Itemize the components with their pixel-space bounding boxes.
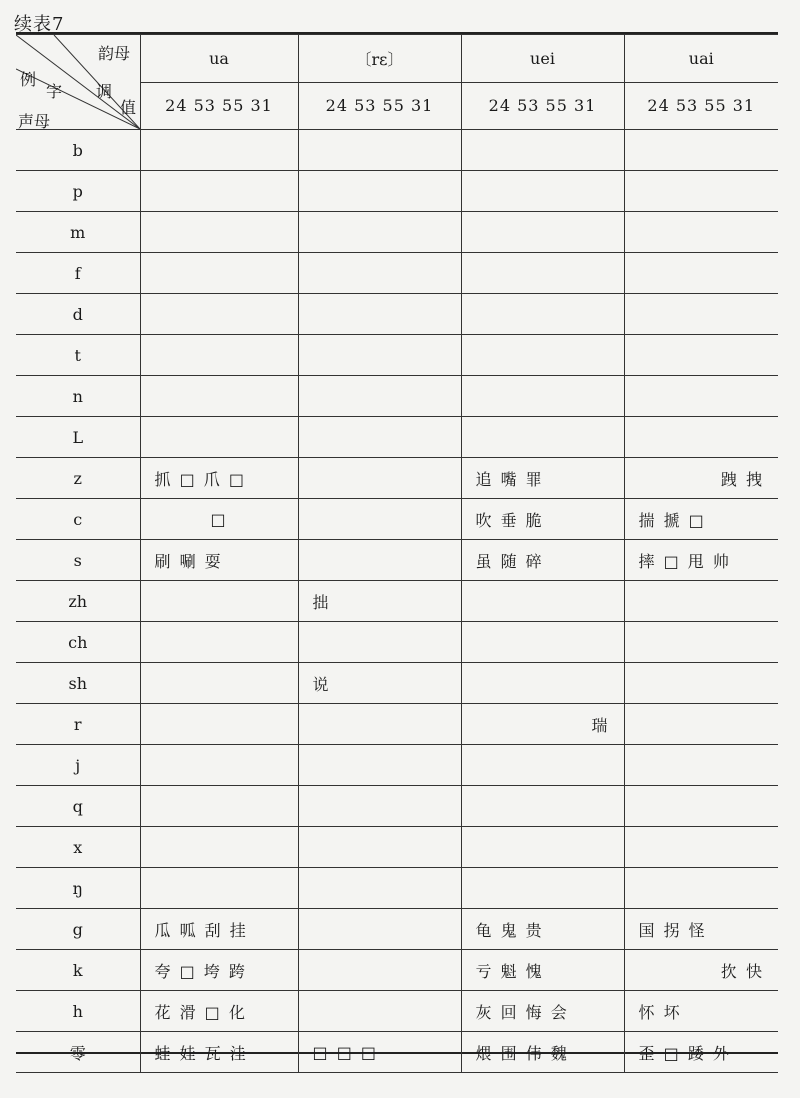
corner-label-tone-1: 调	[96, 82, 113, 101]
table-row	[16, 253, 778, 294]
example-characters-cell	[298, 130, 461, 171]
corner-label-tone-2: 值	[120, 98, 137, 117]
example-characters-cell: 说	[298, 663, 461, 704]
example-characters-cell	[298, 745, 461, 786]
table-row	[16, 704, 778, 745]
example-characters-cell: 灰 回 悔 会	[461, 991, 624, 1032]
initial-consonant-cell: sh	[16, 663, 140, 704]
example-characters-cell	[140, 827, 298, 868]
table-row	[16, 786, 778, 827]
example-characters-cell	[298, 786, 461, 827]
table-row	[16, 294, 778, 335]
example-characters-cell	[140, 130, 298, 171]
example-characters-cell	[298, 212, 461, 253]
final-header: 〔rε〕	[298, 35, 461, 83]
initial-consonant-cell: k	[16, 950, 140, 991]
example-characters-cell	[298, 499, 461, 540]
example-characters-cell: 国 拐 怪	[624, 909, 778, 950]
initial-consonant-cell: h	[16, 991, 140, 1032]
table-row	[16, 376, 778, 417]
example-characters-cell	[624, 417, 778, 458]
initial-consonant-cell: d	[16, 294, 140, 335]
example-characters-cell	[298, 253, 461, 294]
example-characters-cell	[298, 868, 461, 909]
example-characters-cell: 拙	[298, 581, 461, 622]
table-row	[16, 950, 778, 991]
example-characters-cell	[140, 253, 298, 294]
syllable-table-sheet	[16, 32, 778, 1063]
example-characters-cell	[298, 376, 461, 417]
initial-consonant-cell: L	[16, 417, 140, 458]
example-characters-cell: 刷 唰 耍	[140, 540, 298, 581]
example-characters-cell	[140, 335, 298, 376]
example-characters-cell	[624, 253, 778, 294]
example-characters-cell	[298, 540, 461, 581]
initial-consonant-cell: m	[16, 212, 140, 253]
initial-consonant-cell: zh	[16, 581, 140, 622]
syllable-table	[16, 34, 778, 1073]
example-characters-cell: 跩 拽	[624, 458, 778, 499]
example-characters-cell	[140, 376, 298, 417]
example-characters-cell	[624, 294, 778, 335]
initial-consonant-cell: b	[16, 130, 140, 171]
example-characters-cell	[298, 909, 461, 950]
example-characters-cell: 摔 □ 甩 帅	[624, 540, 778, 581]
example-characters-cell	[624, 581, 778, 622]
table-row	[16, 499, 778, 540]
initial-consonant-cell: s	[16, 540, 140, 581]
example-characters-cell	[461, 335, 624, 376]
example-characters-cell	[624, 376, 778, 417]
example-characters-cell: 追 嘴 罪	[461, 458, 624, 499]
example-characters-cell	[140, 786, 298, 827]
example-characters-cell: 怀 坏	[624, 991, 778, 1032]
final-header: uei	[461, 35, 624, 83]
initial-consonant-cell: j	[16, 745, 140, 786]
corner-header-cell	[16, 35, 140, 130]
example-characters-cell	[298, 294, 461, 335]
initial-consonant-cell: n	[16, 376, 140, 417]
example-characters-cell	[140, 622, 298, 663]
example-characters-cell	[624, 827, 778, 868]
example-characters-cell	[298, 335, 461, 376]
corner-label-initials: 声母	[18, 112, 51, 129]
example-characters-cell: 扻 快	[624, 950, 778, 991]
example-characters-cell	[140, 663, 298, 704]
example-characters-cell: 虽 随 碎	[461, 540, 624, 581]
tone-values: 24 53 55 31	[140, 82, 298, 130]
table-row	[16, 171, 778, 212]
table-row	[16, 130, 778, 171]
example-characters-cell	[461, 294, 624, 335]
corner-label-example-2: 字	[46, 82, 63, 101]
example-characters-cell	[624, 335, 778, 376]
initial-consonant-cell: x	[16, 827, 140, 868]
initial-consonant-cell: r	[16, 704, 140, 745]
table-row	[16, 663, 778, 704]
example-characters-cell: 歪 □ 踒 外	[624, 1032, 778, 1073]
example-characters-cell: 吹 垂 脆	[461, 499, 624, 540]
example-characters-cell	[461, 417, 624, 458]
example-characters-cell	[140, 704, 298, 745]
example-characters-cell	[461, 827, 624, 868]
example-characters-cell	[461, 581, 624, 622]
example-characters-cell	[140, 745, 298, 786]
table-row	[16, 212, 778, 253]
example-characters-cell	[298, 827, 461, 868]
example-characters-cell	[461, 171, 624, 212]
initial-consonant-cell: ŋ	[16, 868, 140, 909]
corner-label-example-1: 例	[20, 70, 37, 89]
example-characters-cell	[461, 786, 624, 827]
initial-consonant-cell: f	[16, 253, 140, 294]
example-characters-cell	[624, 745, 778, 786]
example-characters-cell	[140, 212, 298, 253]
example-characters-cell	[298, 458, 461, 499]
example-characters-cell	[624, 868, 778, 909]
example-characters-cell: 抓 □ 爪 □	[140, 458, 298, 499]
example-characters-cell	[140, 171, 298, 212]
example-characters-cell	[624, 130, 778, 171]
table-row	[16, 458, 778, 499]
example-characters-cell: 花 滑 □ 化	[140, 991, 298, 1032]
table-row	[16, 827, 778, 868]
table-row	[16, 868, 778, 909]
example-characters-cell	[461, 868, 624, 909]
example-characters-cell	[140, 868, 298, 909]
table-row	[16, 581, 778, 622]
table-row	[16, 1032, 778, 1073]
table-continuation-title: 续表7	[14, 14, 65, 35]
example-characters-cell	[624, 171, 778, 212]
final-header: ua	[140, 35, 298, 83]
example-characters-cell	[140, 294, 298, 335]
table-row	[16, 335, 778, 376]
example-characters-cell	[140, 417, 298, 458]
example-characters-cell	[624, 622, 778, 663]
tone-values: 24 53 55 31	[298, 82, 461, 130]
example-characters-cell	[298, 417, 461, 458]
initial-consonant-cell: g	[16, 909, 140, 950]
example-characters-cell: 揣 搋 □	[624, 499, 778, 540]
example-characters-cell	[298, 704, 461, 745]
example-characters-cell	[461, 212, 624, 253]
table-row	[16, 622, 778, 663]
initial-consonant-cell: t	[16, 335, 140, 376]
example-characters-cell	[624, 704, 778, 745]
initial-consonant-cell: p	[16, 171, 140, 212]
example-characters-cell	[140, 581, 298, 622]
table-row	[16, 909, 778, 950]
initial-consonant-cell: ch	[16, 622, 140, 663]
example-characters-cell: □	[140, 499, 298, 540]
example-characters-cell	[298, 622, 461, 663]
initial-consonant-cell: q	[16, 786, 140, 827]
example-characters-cell	[298, 991, 461, 1032]
tone-values: 24 53 55 31	[461, 82, 624, 130]
example-characters-cell	[461, 622, 624, 663]
table-row	[16, 745, 778, 786]
initial-consonant-cell: z	[16, 458, 140, 499]
example-characters-cell	[298, 950, 461, 991]
example-characters-cell	[461, 745, 624, 786]
final-header: uai	[624, 35, 778, 83]
tone-values: 24 53 55 31	[624, 82, 778, 130]
example-characters-cell	[461, 130, 624, 171]
initial-consonant-cell: c	[16, 499, 140, 540]
example-characters-cell	[461, 253, 624, 294]
example-characters-cell: 煨 围 伟 魏	[461, 1032, 624, 1073]
example-characters-cell	[624, 663, 778, 704]
table-row	[16, 991, 778, 1032]
example-characters-cell	[461, 663, 624, 704]
example-characters-cell	[624, 212, 778, 253]
example-characters-cell: 蛙 娃 瓦 洼	[140, 1032, 298, 1073]
example-characters-cell	[298, 171, 461, 212]
example-characters-cell: 夸 □ 垮 跨	[140, 950, 298, 991]
table-row	[16, 417, 778, 458]
example-characters-cell	[624, 786, 778, 827]
initial-consonant-cell: 零	[16, 1032, 140, 1073]
example-characters-cell: □ □ □	[298, 1032, 461, 1073]
table-row	[16, 540, 778, 581]
corner-label-finals: 韵母	[98, 44, 131, 63]
example-characters-cell: 瓜 呱 刮 挂	[140, 909, 298, 950]
example-characters-cell: 龟 鬼 贵	[461, 909, 624, 950]
example-characters-cell: 亏 魁 愧	[461, 950, 624, 991]
example-characters-cell: 瑞	[461, 704, 624, 745]
example-characters-cell	[461, 376, 624, 417]
